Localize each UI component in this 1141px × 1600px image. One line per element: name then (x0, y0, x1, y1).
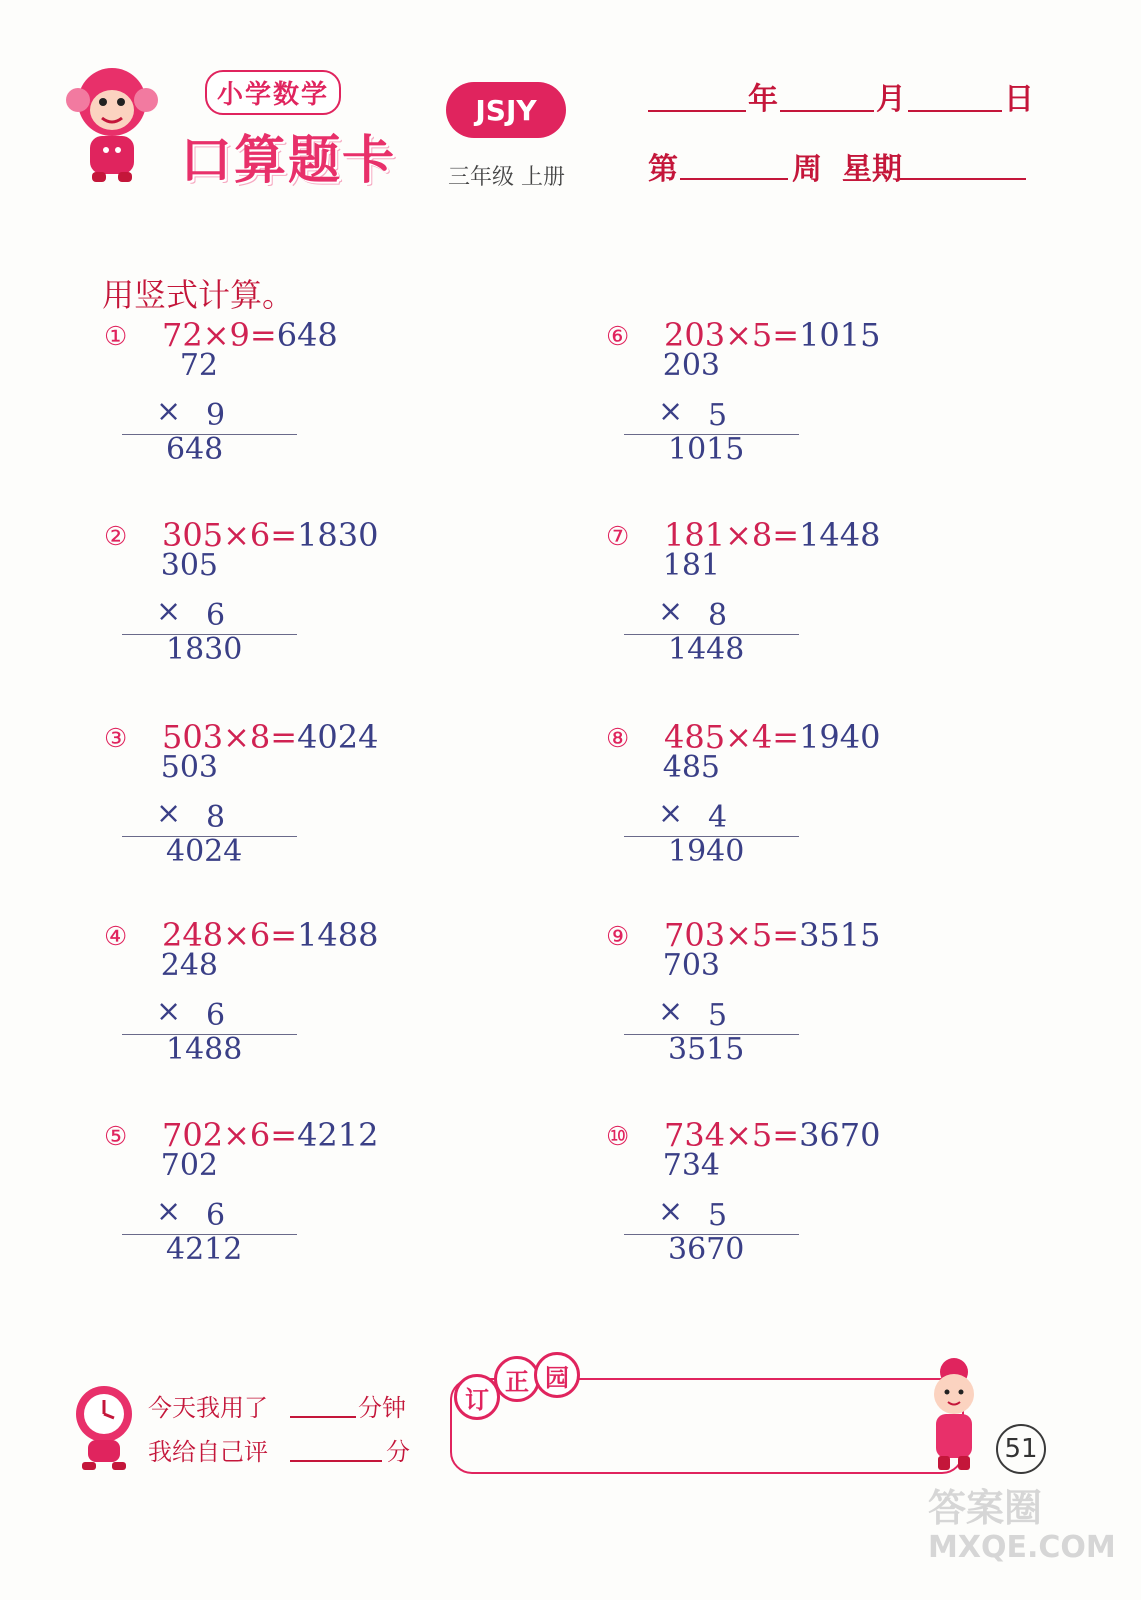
girl-character-icon (916, 1352, 992, 1474)
correction-char-3: 园 (534, 1352, 580, 1398)
watermark-line2: MXQE.COM (928, 1530, 1116, 1565)
vertical-multiplier: 4 (708, 800, 728, 835)
times-sign: × (658, 796, 684, 831)
vertical-multiplier: 8 (708, 598, 728, 633)
problem-number: ④ (104, 922, 128, 952)
score-prefix: 我给自己评 (148, 1438, 268, 1466)
equation-question: 702×6= (162, 1116, 298, 1154)
problem-3 (104, 718, 464, 904)
correction-char-2: 正 (494, 1356, 540, 1402)
equation-question: 72×9= (162, 316, 277, 354)
problem-number: ② (104, 522, 128, 552)
vertical-result: 4024 (166, 834, 243, 869)
vertical-top-number: 181 (662, 548, 720, 583)
problem-number: ⑤ (104, 1122, 128, 1152)
problem-4 (104, 916, 464, 1102)
vertical-top-number: 734 (662, 1148, 720, 1183)
equation-answer: 3515 (799, 916, 881, 954)
vertical-result: 4212 (166, 1232, 243, 1267)
vertical-multiplier: 6 (206, 598, 226, 633)
instruction-text: 用竖式计算。 (102, 276, 295, 314)
equation-answer: 4212 (297, 1116, 379, 1154)
week-suffix: 周 (792, 152, 822, 187)
vertical-result: 1448 (668, 632, 745, 667)
problem-1 (104, 316, 464, 502)
equation-answer: 1015 (799, 316, 881, 354)
problem-2 (104, 516, 464, 702)
equation-question: 203×5= (664, 316, 800, 354)
vertical-multiplier: 9 (206, 398, 226, 433)
clock-character-icon (68, 1378, 140, 1474)
time-field[interactable] (290, 1390, 356, 1418)
score-suffix: 分 (386, 1438, 410, 1466)
vertical-top-number: 503 (160, 750, 218, 785)
equation-answer: 1830 (297, 516, 379, 554)
watermark-line1: 答案圈 (928, 1486, 1043, 1530)
month-label: 月 (876, 82, 906, 117)
equation-question: 305×6= (162, 516, 298, 554)
equation-answer: 3670 (799, 1116, 881, 1154)
weekday-field[interactable] (900, 150, 1026, 180)
vertical-top-number: 305 (160, 548, 218, 583)
page-number: 51 (996, 1424, 1046, 1474)
problem-9 (606, 916, 966, 1102)
problem-number: ① (104, 322, 128, 352)
vertical-multiplier: 5 (708, 398, 728, 433)
vertical-multiplier: 6 (206, 1198, 226, 1233)
problem-6 (606, 316, 966, 502)
grade-label: 三年级 上册 (448, 165, 565, 190)
score-field[interactable] (290, 1434, 382, 1462)
vertical-result: 1488 (166, 1032, 243, 1067)
vertical-top-number: 72 (179, 348, 218, 383)
problem-number: ⑥ (606, 322, 630, 352)
vertical-top-number: 702 (160, 1148, 218, 1183)
times-sign: × (658, 394, 684, 429)
vertical-multiplier: 6 (206, 998, 226, 1033)
weekday-label: 星期 (842, 152, 902, 187)
equation-answer: 1940 (799, 718, 881, 756)
vertical-result: 1015 (668, 432, 745, 467)
brand-title: 口算题卡 (180, 131, 397, 191)
month-field[interactable] (780, 82, 874, 112)
vertical-result: 3515 (668, 1032, 745, 1067)
equation-answer: 1448 (799, 516, 881, 554)
times-sign: × (658, 994, 684, 1029)
times-sign: × (658, 594, 684, 629)
times-sign: × (156, 994, 182, 1029)
day-field[interactable] (908, 82, 1002, 112)
vertical-top-number: 485 (662, 750, 720, 785)
vertical-top-number: 248 (160, 948, 218, 983)
week-field[interactable] (680, 150, 788, 180)
vertical-result: 1830 (166, 632, 243, 667)
brand-subtitle: 小学数学 (205, 70, 341, 115)
time-suffix: 分钟 (358, 1394, 406, 1422)
equation-question: 248×6= (162, 916, 298, 954)
problem-number: ⑦ (606, 522, 630, 552)
problem-7 (606, 516, 966, 702)
time-prefix: 今天我用了 (148, 1394, 268, 1422)
year-field[interactable] (648, 82, 746, 112)
year-label: 年 (748, 82, 778, 117)
problem-5 (104, 1116, 464, 1302)
problem-number: ⑨ (606, 922, 630, 952)
problem-number: ⑩ (606, 1122, 630, 1152)
times-sign: × (156, 1194, 182, 1229)
vertical-multiplier: 8 (206, 800, 226, 835)
correction-char-1: 订 (454, 1374, 500, 1420)
equation-answer: 648 (276, 316, 338, 354)
vertical-multiplier: 5 (708, 998, 728, 1033)
times-sign: × (156, 594, 182, 629)
publisher-badge: JSJY (446, 82, 566, 138)
equation-question: 503×8= (162, 718, 298, 756)
equation-question: 703×5= (664, 916, 800, 954)
times-sign: × (156, 394, 182, 429)
problem-8 (606, 718, 966, 904)
equation-answer: 4024 (297, 718, 379, 756)
problem-10 (606, 1116, 966, 1302)
vertical-multiplier: 5 (708, 1198, 728, 1233)
vertical-top-number: 703 (662, 948, 720, 983)
day-label: 日 (1004, 82, 1034, 117)
equation-answer: 1488 (297, 916, 379, 954)
watermark (928, 1488, 1116, 1568)
vertical-top-number: 203 (662, 348, 720, 383)
problem-number: ③ (104, 724, 128, 754)
equation-question: 485×4= (664, 718, 800, 756)
equation-question: 181×8= (664, 516, 800, 554)
vertical-result: 648 (166, 432, 224, 467)
vertical-result: 1940 (668, 834, 745, 869)
monkey-mascot-icon (62, 62, 162, 186)
vertical-result: 3670 (668, 1232, 745, 1267)
equation-question: 734×5= (664, 1116, 800, 1154)
times-sign: × (658, 1194, 684, 1229)
times-sign: × (156, 796, 182, 831)
week-prefix: 第 (648, 152, 678, 187)
problem-number: ⑧ (606, 724, 630, 754)
